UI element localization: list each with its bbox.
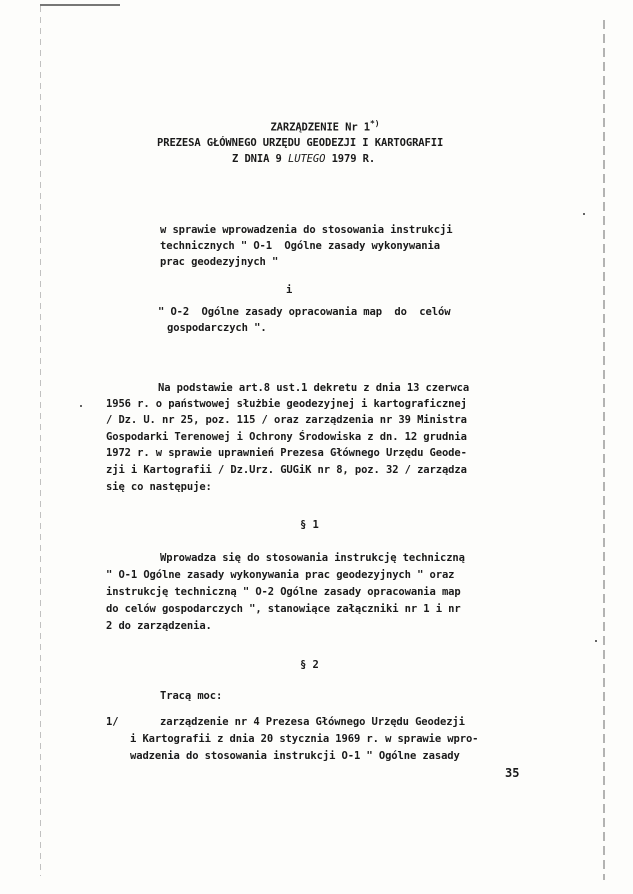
preamble-line: zji i Kartografii / Dz.Urz. GUGiK nr 8, poz. 32 / zarządza (106, 464, 467, 476)
page-edge-left (40, 6, 41, 876)
document-title (258, 104, 379, 135)
section-1-line: do celów gospodarczych ", stanowiące załączniki nr 1 i nr (106, 603, 461, 615)
page-number: 35 (505, 766, 520, 780)
item-line: i Kartografii z dnia 20 stycznia 1969 r. w sprawie wpro- (130, 733, 479, 745)
scan-speck (583, 213, 585, 215)
item-line: zarządzenie nr 4 Prezesa Głównego Urzędu Geodezji (160, 716, 465, 728)
date-prefix: Z DNIA 9 (232, 153, 288, 165)
item-number: 1/ (106, 716, 119, 728)
subject-line-4: " O-2 Ogólne zasady opracowania map do celów (158, 306, 451, 318)
preamble-line: Na podstawie art.8 ust.1 dekretu z dnia 13 czerwca (158, 382, 470, 394)
subject-line-1: w sprawie wprowadzenia do stosowania instrukcji (160, 224, 453, 236)
footnote-mark: *) (370, 119, 380, 128)
preamble-line: się co następuje: (106, 481, 212, 493)
subject-conjunction: i (286, 284, 293, 296)
page-edge-top (40, 4, 120, 6)
subject-line-2: technicznych " O-1 Ogólne zasady wykonywania (160, 240, 440, 252)
section-1-line: 2 do zarządzenia. (106, 620, 212, 632)
section-2-heading: § 2 (300, 659, 319, 671)
section-1-line: Wprowadza się do stosowania instrukcję techniczną (160, 552, 465, 564)
section-1-heading: § 1 (300, 519, 319, 531)
section-2-intro: Tracą moc: (160, 690, 223, 702)
page-edge-right (603, 20, 605, 880)
preamble-line: Gospodarki Terenowej i Ochrony Środowiska z dn. 12 grudnia (106, 431, 467, 443)
subject-line-5: gospodarczych ". (167, 322, 267, 334)
date-line (232, 153, 375, 166)
issuer-line: PREZESA GŁÓWNEGO URZĘDU GEODEZJI I KARTOGRAFII (157, 137, 444, 149)
preamble-line: / Dz. U. nr 25, poz. 115 / oraz zarządzenia nr 39 Ministra (106, 414, 467, 426)
item-line: wadzenia do stosowania instrukcji O-1 " Ogólne zasady (130, 750, 460, 762)
title-text: ZARZĄDZENIE Nr 1 (270, 121, 370, 134)
scan-speck (595, 640, 597, 642)
section-1-line: instrukcję techniczną " O-2 Ogólne zasady opracowania map (106, 586, 461, 598)
subject-line-3: prac geodezyjnych " (160, 256, 279, 268)
scan-speck (80, 405, 82, 407)
preamble-line: 1972 r. w sprawie uprawnień Prezesa Głównego Urzędu Geode- (106, 447, 467, 459)
section-1-line: " O-1 Ogólne zasady wykonywania prac geodezyjnych " oraz (106, 569, 455, 581)
date-suffix: 1979 R. (325, 153, 376, 165)
preamble-line: 1956 r. o państwowej służbie geodezyjnej i kartograficznej (106, 398, 467, 410)
date-month: LUTEGO (288, 153, 326, 165)
